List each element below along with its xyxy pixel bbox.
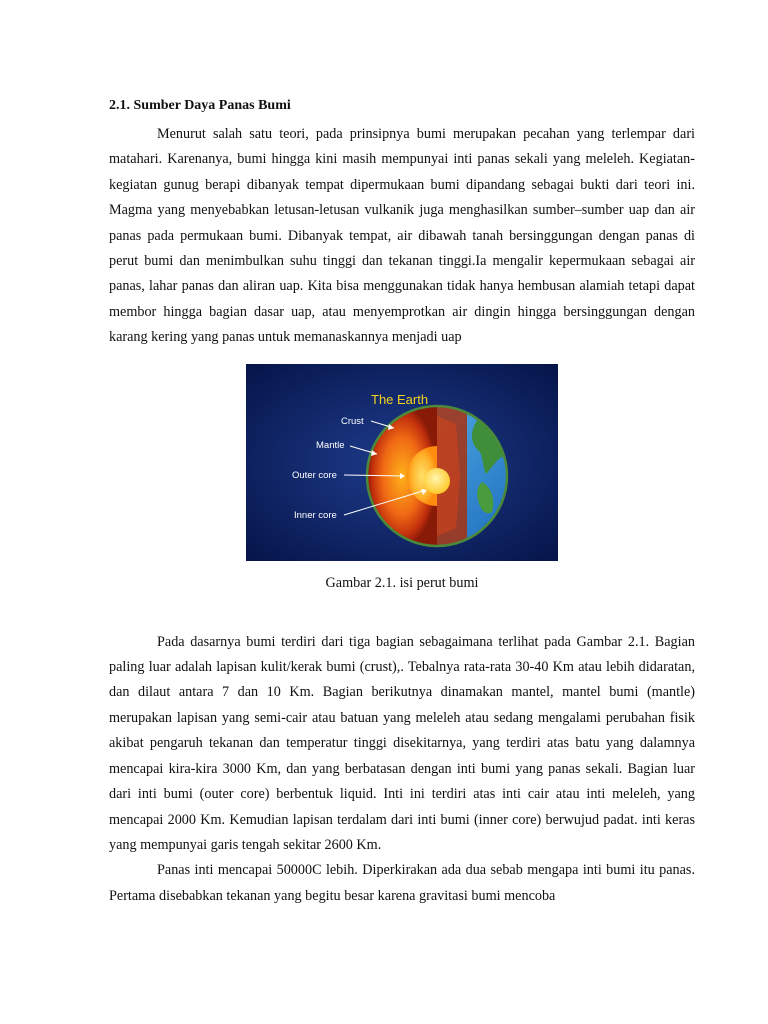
paragraph-layers: Pada dasarnya bumi terdiri dari tiga bagian sebagaimana terlihat pada Gambar 2.1. Bagian paling luar adalah lapisan kulit/kerak bumi (crust),. Tebalnya rata-rata 30-40 Km atau lebih didaratan, dan dilaut antara 7 dan 10 Km. Bagian berikutnya dinamakan mantel, mantel bumi (mantle) merupakan lapisan yang semi-cair atau batuan yang meleleh atau sedang mengalami perubahan fisik akibat pengaruh tekanan dan temperatur tinggi disekitarnya, yang terdiri atas batu yang dalamnya mencapai kira-kira 3000 Km, dan yang berbatasan dengan inti bumi yang panas sekali. Bagian luar dari inti bumi (outer core) berbentuk liquid. Inti ini terdiri atas inti cair atau inti meleleh, yang mencapai 2000 Km. Kemudian lapisan terdalam dari inti bumi (inner core) berwujud padat. inti keras yang mempunyai garis tengah sekitar 2600 Km. — [109, 633, 695, 853]
paragraph-heat: Panas inti mencapai 50000C lebih. Diperkirakan ada dua sebab mengapa inti bumi itu panas. Pertama disebabkan tekanan yang begitu besar karena gravitasi bumi mencoba — [109, 862, 695, 904]
section-heading: 2.1. Sumber Daya Panas Bumi — [109, 98, 291, 113]
label-outer-core: Outer core — [292, 469, 337, 481]
figure-caption: Gambar 2.1. isi perut bumi — [325, 574, 479, 591]
paragraph-intro: Menurut salah satu teori, pada prinsipnya bumi merupakan pecahan yang terlempar dari matahari. Karenanya, bumi hingga kini masih mempunyai inti panas sekali yang meleleh. Kegiatan-kegiatan gunug berapi dibanyak tempat dipermukaan bumi dipandang sebagai bukti dari teori ini. Magma yang menyebabkan letusan-letusan vulkanik juga menghasilkan sumber–sumber uap dan air panas pada permukaan bumi. Dibanyak tempat, air dibawah tanah bersinggungan dengan panas di perut bumi dan menimbulkan suhu tinggi dan tekanan tinggi.Ia mengalir kepermukaan sebagai air panas, lahar panas dan aliran uap. Kita bisa menggunakan tidak hanya hembusan alamiah tetapi dapat membor hingga bagian dasar uap, atau menyemprotkan air dingin hingga bersinggungan dengan karang kering yang panas untuk memanaskannya menjadi uap — [109, 126, 695, 346]
label-mantle: Mantle — [316, 439, 345, 451]
label-crust: Crust — [341, 415, 364, 427]
figure-earth — [109, 364, 695, 592]
document-body — [109, 96, 695, 909]
figure-title: The Earth — [371, 391, 429, 407]
earth-diagram — [246, 364, 558, 561]
label-inner-core: Inner core — [294, 509, 337, 521]
